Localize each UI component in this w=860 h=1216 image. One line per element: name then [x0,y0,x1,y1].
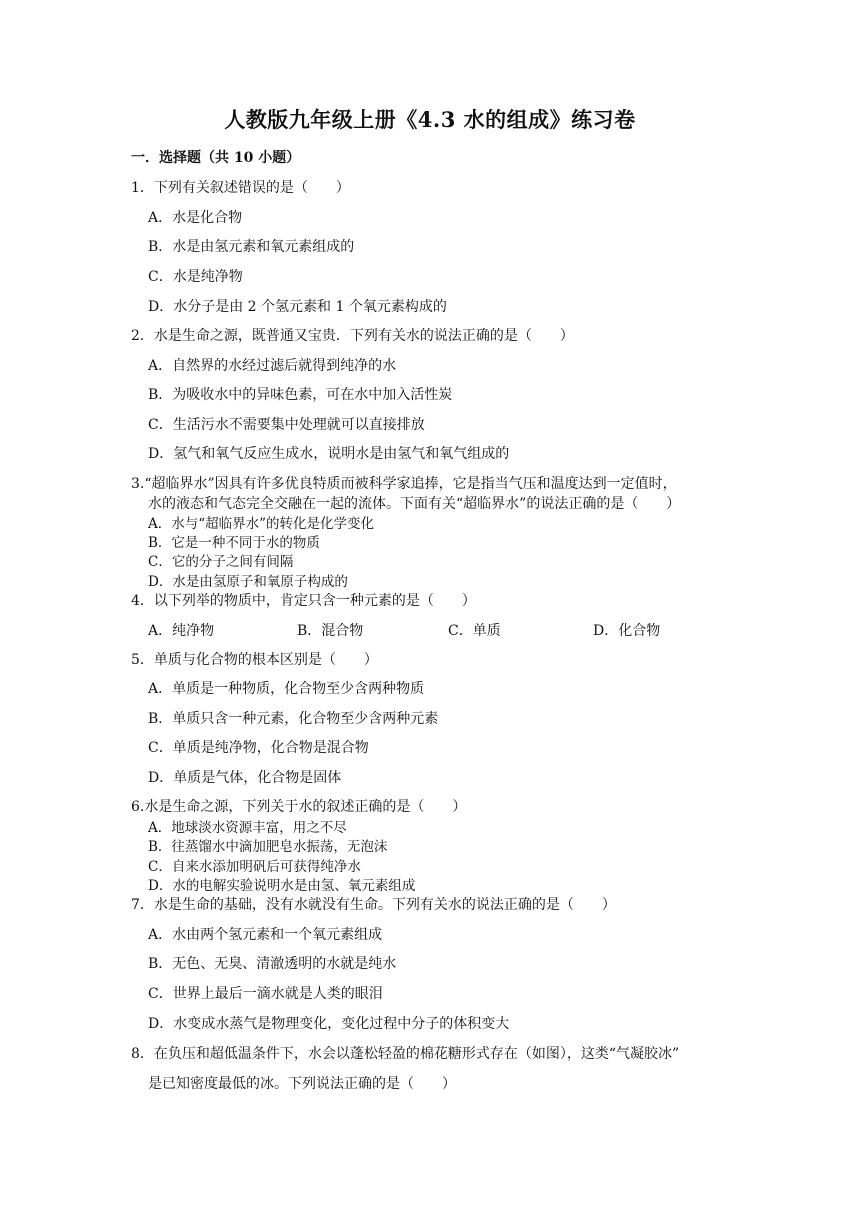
question-1-option-c: C．水是纯净物 [148,269,243,285]
question-1-stem: 1．下列有关叙述错误的是（ ） [131,180,350,196]
question-5-option-a: A．单质是一种物质，化合物至少含两种物质 [148,681,425,697]
question-4-stem: 4．以下列举的物质中，肯定只含一种元素的是（ ） [131,593,476,609]
question-6-option-c: C．自来水添加明矾后可获得纯净水 [148,859,361,875]
question-4-option-b: B．混合物 [297,623,364,639]
question-4-option-a: A．纯净物 [148,623,215,639]
question-1-option-a: A．水是化合物 [148,210,243,226]
question-5-option-c: C．单质是纯净物，化合物是混合物 [148,740,369,756]
question-7-option-a: A．水由两个氢元素和一个氧元素组成 [148,927,383,943]
question-6-option-a: A．地球淡水资源丰富，用之不尽 [148,820,347,836]
question-1-option-b: B．水是由氢元素和氧元素组成的 [148,239,355,255]
question-8-stem-line-1: 8．在负压和超低温条件下，水会以蓬松轻盈的棉花糖形式存在（如图），这类“气凝胶冰” [131,1046,680,1062]
question-4-option-d: D．化合物 [593,623,661,639]
section-heading: 一．选择题（共 10 小题） [131,150,301,166]
question-5-stem: 5．单质与化合物的根本区别是（ ） [131,652,378,668]
question-2-stem: 2．水是生命之源，既普通又宝贵．下列有关水的说法正确的是（ ） [131,328,574,344]
question-7-stem: 7．水是生命的基础，没有水就没有生命。下列有关水的说法正确的是（ ） [131,897,616,913]
question-3-option-b: B．它是一种不同于水的物质 [148,535,320,551]
question-6-stem: 6.水是生命之源，下列关于水的叙述正确的是（ ） [131,799,467,815]
question-1-option-d: D．水分子是由 2 个氢元素和 1 个氧元素构成的 [148,299,447,315]
question-7-option-b: B．无色、无臭、清澈透明的水就是纯水 [148,956,397,972]
question-5-option-d: D．单质是气体，化合物是固体 [148,770,342,786]
question-2-option-c: C．生活污水不需要集中处理就可以直接排放 [148,417,425,433]
question-8-stem-line-2: 是已知密度最低的冰。下列说法正确的是（ ） [148,1076,456,1092]
question-6-option-d: D．水的电解实验说明水是由氢、氧元素组成 [148,878,416,894]
page-title: 人教版九年级上册《4.3 水的组成》练习卷 [224,107,636,132]
question-6-option-b: B．往蒸馏水中滴加肥皂水振荡，无泡沫 [148,839,388,855]
question-3-option-a: A．水与“超临界水”的转化是化学变化 [148,516,375,532]
question-3-option-d: D．水是由氢原子和氧原子构成的 [148,574,348,590]
question-2-option-a: A．自然界的水经过滤后就得到纯净的水 [148,358,397,374]
question-2-option-b: B．为吸收水中的异味色素，可在水中加入活性炭 [148,387,453,403]
question-3-stem-line-1: 3.“超临界水”因具有许多优良特质而被科学家追捧，它是指当气压和温度达到一定值时， [131,476,677,492]
question-4-option-c: C．单质 [448,623,501,639]
question-7-option-c: C．世界上最后一滴水就是人类的眼泪 [148,986,383,1002]
question-5-option-b: B．单质只含一种元素，化合物至少含两种元素 [148,711,439,727]
question-2-option-d: D．氢气和氧气反应生成水，说明水是由氢气和氧气组成的 [148,446,510,462]
question-7-option-d: D．水变成水蒸气是物理变化，变化过程中分子的体积变大 [148,1016,510,1032]
question-3-stem-line-2: 水的液态和气态完全交融在一起的流体。下面有关“超临界水”的说法正确的是（ ） [148,496,681,512]
question-3-option-c: C．它的分子之间有间隔 [148,554,294,570]
